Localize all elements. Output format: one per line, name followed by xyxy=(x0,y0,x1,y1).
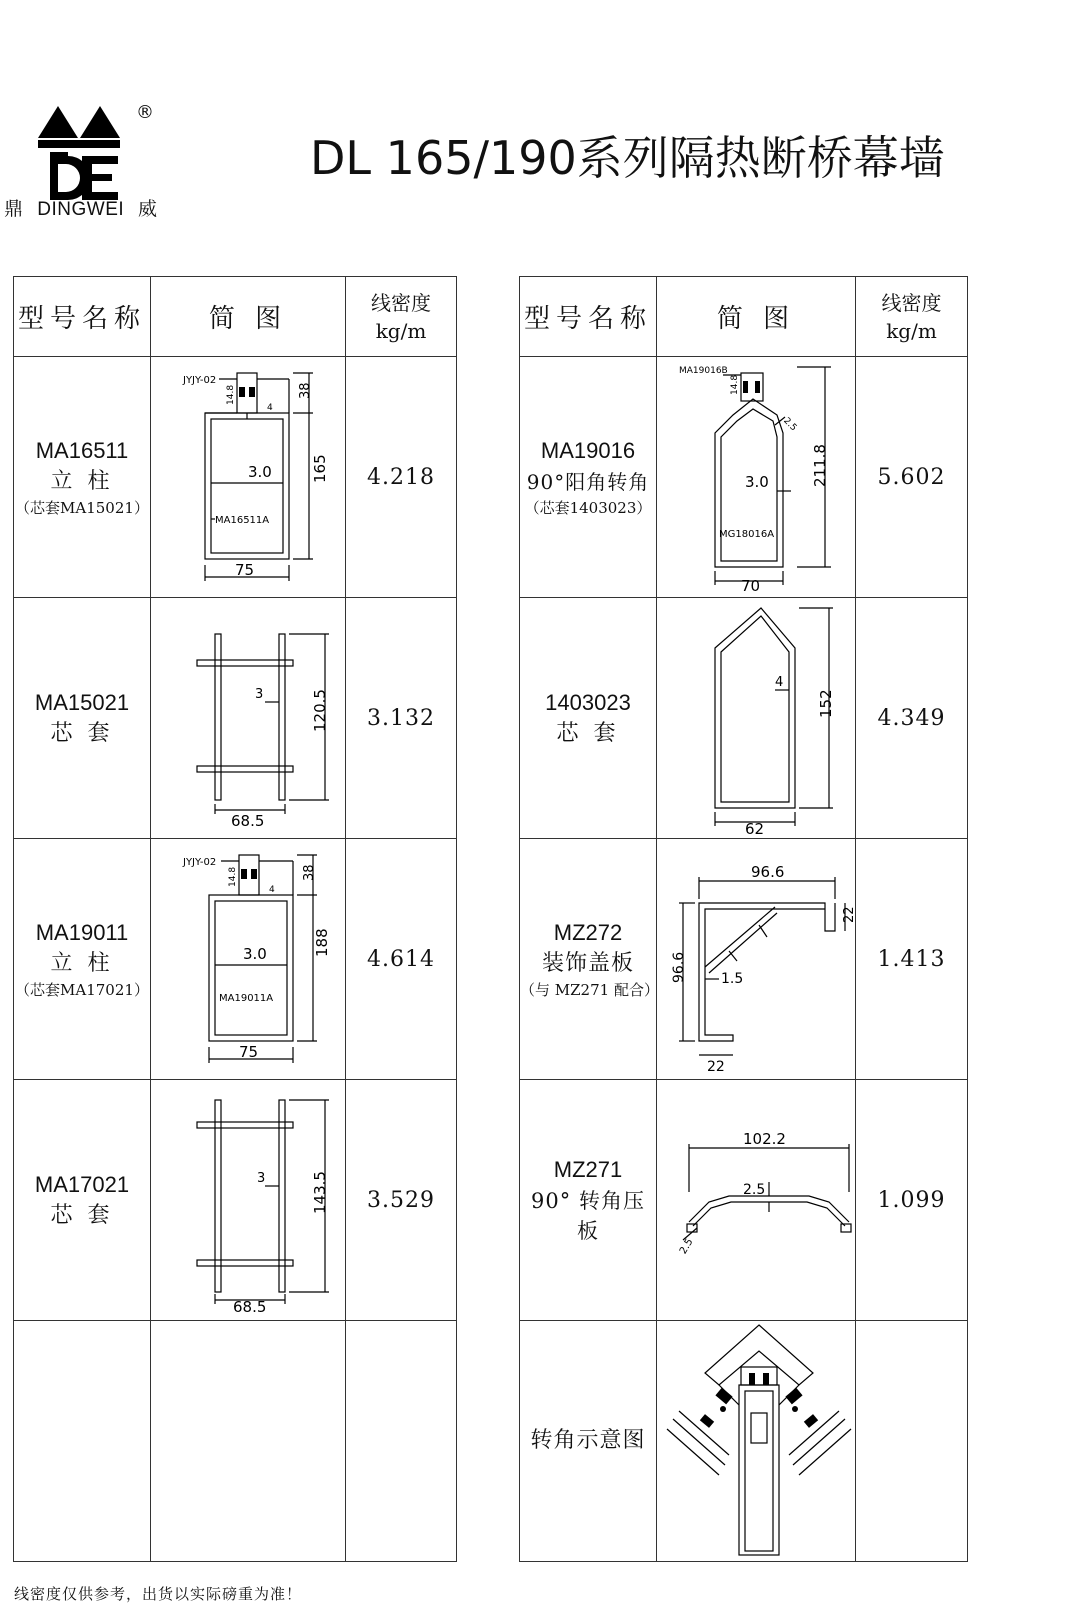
weight-value: 5.602 xyxy=(856,357,968,598)
model-note: （芯套MA15021） xyxy=(15,499,149,517)
header-diagram: 简 图 xyxy=(657,277,856,357)
profile-drawing xyxy=(153,600,343,832)
dim-label: 22 xyxy=(842,906,857,923)
dim-label: 3.0 xyxy=(745,473,769,491)
table-row xyxy=(14,357,457,598)
dim-label: 2.5 xyxy=(743,1182,766,1198)
model-number: 1403023 xyxy=(545,690,631,715)
profile-drawing xyxy=(659,841,857,1075)
dim-label: 75 xyxy=(239,1043,259,1061)
brand-cn-right: 威 xyxy=(137,199,158,220)
profile-drawing xyxy=(153,359,343,591)
model-cell xyxy=(520,1080,657,1321)
diagram-cell xyxy=(151,598,346,839)
model-name: 转角示意图 xyxy=(530,1428,646,1453)
dim-label: 96.6 xyxy=(751,863,785,881)
model-name: 芯 套 xyxy=(556,721,620,746)
header-density xyxy=(856,277,968,357)
model-cell xyxy=(14,1080,151,1321)
model-number: MA16511 xyxy=(35,438,129,463)
diagram-cell xyxy=(151,1321,346,1562)
header-density-unit: kg/m xyxy=(886,318,937,343)
table-row xyxy=(14,1321,457,1562)
diagram-cell xyxy=(151,357,346,598)
table-row xyxy=(520,1080,968,1321)
model-cell xyxy=(520,598,657,839)
dim-label: 68.5 xyxy=(231,812,265,830)
model-name: 90°阳角转角 xyxy=(526,470,650,494)
weight-value xyxy=(346,1321,457,1562)
profile-drawing xyxy=(659,1082,853,1314)
footnote: 线密度仅供参考，出货以实际磅重为准！ xyxy=(14,1585,303,1603)
part-label: JYJY-02 xyxy=(183,857,217,868)
dim-label: 14.8 xyxy=(228,866,238,887)
dim-label: 14.8 xyxy=(730,374,740,395)
dim-label: 38 xyxy=(302,864,317,881)
dim-label: 102.2 xyxy=(743,1130,786,1148)
diagram-cell xyxy=(657,357,856,598)
dim-label: 211.8 xyxy=(811,444,829,487)
dim-label: 120.5 xyxy=(311,689,329,732)
model-cell xyxy=(14,839,151,1080)
model-name: 装饰盖板 xyxy=(541,951,634,976)
model-number: MA19016 xyxy=(540,438,636,463)
header-diagram: 简 图 xyxy=(151,277,346,357)
model-note: （芯套1403023） xyxy=(524,499,652,517)
weight-value xyxy=(856,1321,968,1562)
section-label: MA19011A xyxy=(219,993,274,1004)
brand-name: DINGWEI xyxy=(37,199,125,220)
weight-value: 4.349 xyxy=(856,598,968,839)
diagram-cell xyxy=(657,1080,856,1321)
header-density-label: 线密度 xyxy=(881,290,942,315)
model-cell xyxy=(14,1321,151,1562)
dim-label: 75 xyxy=(235,561,255,579)
header-model: 型号名称 xyxy=(520,277,657,357)
weight-value: 1.099 xyxy=(856,1080,968,1321)
model-note: （与 MZ271 配合） xyxy=(520,981,659,999)
model-name: 立 柱 xyxy=(50,469,114,494)
spec-table-left xyxy=(13,276,457,1562)
dim-label: 4 xyxy=(267,403,273,413)
diagram-cell xyxy=(151,1080,346,1321)
model-cell xyxy=(520,1321,657,1562)
model-cell xyxy=(520,839,657,1080)
dim-label: 68.5 xyxy=(233,1298,267,1316)
profile-drawing xyxy=(153,1082,343,1314)
dim-label: 62 xyxy=(745,820,765,838)
model-cell xyxy=(520,357,657,598)
dim-label: 152 xyxy=(817,689,835,718)
section-label: MA16511A xyxy=(215,515,270,526)
model-cell xyxy=(14,357,151,598)
table-row xyxy=(14,598,457,839)
model-name: 立 柱 xyxy=(50,951,114,976)
section-label: MG18016A xyxy=(719,529,775,540)
dim-label: 70 xyxy=(741,577,761,595)
header-density xyxy=(346,277,457,357)
brand-line xyxy=(4,194,157,221)
model-number: MA17021 xyxy=(34,1172,130,1197)
dim-label: 143.5 xyxy=(311,1171,329,1214)
dim-label: 22 xyxy=(707,1059,725,1075)
model-name: 芯 套 xyxy=(50,721,114,746)
header-model: 型号名称 xyxy=(14,277,151,357)
diagram-cell xyxy=(657,1321,856,1562)
table-row xyxy=(520,839,968,1080)
dim-label: 14.8 xyxy=(226,384,236,405)
table-row xyxy=(14,1080,457,1321)
dim-label: 1.5 xyxy=(721,971,744,987)
spec-table-right xyxy=(519,276,968,1562)
diagram-cell xyxy=(657,839,856,1080)
diagram-cell xyxy=(151,839,346,1080)
weight-value: 4.614 xyxy=(346,839,457,1080)
table-row xyxy=(520,1321,968,1562)
weight-value: 4.218 xyxy=(346,357,457,598)
model-name: 90° 转角压板 xyxy=(531,1189,645,1243)
model-cell xyxy=(14,598,151,839)
model-number: MA15021 xyxy=(34,690,130,715)
brand-cn-left: 鼎 xyxy=(4,199,24,220)
corner-assembly-drawing xyxy=(659,1321,853,1557)
dim-label: 2.5 xyxy=(781,416,799,434)
model-name: 芯 套 xyxy=(50,1203,114,1228)
dim-label: 4 xyxy=(775,675,784,690)
profile-drawing xyxy=(659,359,853,595)
model-number: MZ272 xyxy=(553,920,623,945)
model-number: MZ271 xyxy=(553,1157,623,1182)
part-label: JYJY-02 xyxy=(183,375,217,386)
profile-drawing xyxy=(659,600,853,838)
header-density-unit: kg/m xyxy=(375,318,427,343)
table-header-row xyxy=(520,277,968,357)
weight-value: 1.413 xyxy=(856,839,968,1080)
weight-value: 3.529 xyxy=(346,1080,457,1321)
table-header-row xyxy=(14,277,457,357)
part-label: MA19016B xyxy=(679,366,728,376)
table-row xyxy=(520,357,968,598)
document-title: DL 165/190系列隔热断桥幕墙 xyxy=(310,131,945,185)
diagram-cell xyxy=(657,598,856,839)
dim-label: 3.0 xyxy=(248,463,272,481)
table-row xyxy=(520,598,968,839)
dim-label: 165 xyxy=(311,454,329,483)
profile-drawing xyxy=(153,841,343,1073)
dim-label: 3.0 xyxy=(243,945,267,963)
dim-label: 38 xyxy=(298,382,313,399)
model-number: MA19011 xyxy=(35,920,129,945)
model-note: （芯套MA17021） xyxy=(15,981,149,999)
table-row xyxy=(14,839,457,1080)
weight-value: 3.132 xyxy=(346,598,457,839)
dim-label: 2.5 xyxy=(678,1236,696,1257)
registered-mark: ® xyxy=(136,102,154,123)
dim-label: 96.6 xyxy=(671,951,687,983)
dim-label: 3 xyxy=(255,687,264,702)
dim-label: 188 xyxy=(313,928,331,957)
header-density-label: 线密度 xyxy=(371,290,431,315)
dim-label: 4 xyxy=(269,885,275,895)
dim-label: 3 xyxy=(257,1171,266,1186)
